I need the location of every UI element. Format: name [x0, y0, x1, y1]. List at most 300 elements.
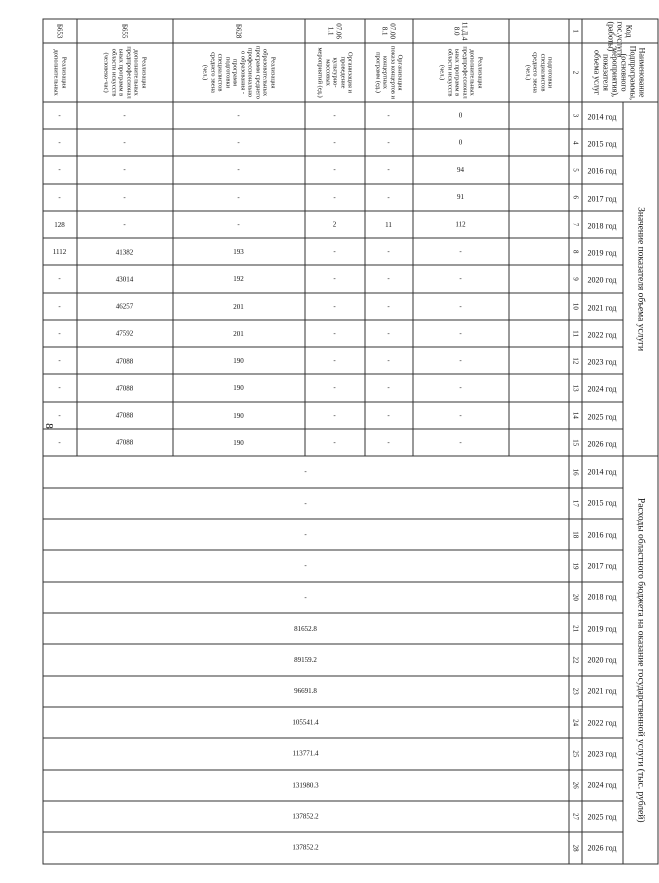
header-name: Наименование Подпрограммы, (основного мероприятия), показателя объема услуг	[582, 43, 658, 102]
value-text: -	[387, 302, 391, 311]
expense-text: -	[304, 562, 308, 571]
header-expenses-group: Расходы областного бюджета на оказание государственной услуги (тыс. рублей)	[623, 456, 658, 864]
value-cell	[43, 184, 77, 211]
column-number: 27	[569, 801, 582, 832]
value-text: -	[333, 165, 337, 174]
value-cell	[365, 347, 413, 374]
expense-cell	[43, 613, 569, 644]
value-text: -	[237, 220, 241, 229]
value-cell	[77, 320, 173, 347]
expense-year-10	[582, 738, 623, 769]
value-text: 190	[233, 438, 245, 447]
value-text: 43014	[116, 275, 134, 284]
expense-cell	[43, 801, 569, 832]
value-year-9	[582, 320, 623, 347]
expense-year-4	[582, 550, 623, 581]
value-cell	[365, 429, 413, 456]
value-year-6	[582, 238, 623, 265]
value-cell	[365, 374, 413, 401]
value-cell	[43, 102, 77, 129]
service-code: Б628	[173, 19, 305, 43]
service-code: 07.06 1.1	[305, 19, 365, 43]
year-label: 2014 год	[588, 112, 617, 122]
year-label: 2020 год	[588, 655, 617, 665]
value-text: -	[387, 111, 391, 120]
expense-year-7	[582, 644, 623, 675]
value-text: -	[387, 247, 391, 256]
column-number: 20	[569, 582, 582, 613]
expense-year-2	[582, 488, 623, 519]
value-cell	[413, 265, 509, 292]
value-year-4	[582, 184, 623, 211]
value-cell	[365, 102, 413, 129]
expense-cell	[43, 582, 569, 613]
column-number: 23	[569, 676, 582, 707]
value-text: -	[123, 193, 127, 202]
value-text: -	[459, 247, 463, 256]
value-cell	[305, 374, 365, 401]
expense-cell	[43, 456, 569, 487]
expense-text: 137852.2	[292, 812, 320, 821]
value-text: 1112	[53, 247, 67, 256]
year-label: 2015 год	[588, 139, 617, 149]
column-number: 21	[569, 613, 582, 644]
value-cell	[173, 265, 305, 292]
value-year-10	[582, 347, 623, 374]
expense-cell	[43, 644, 569, 675]
value-text: -	[58, 438, 62, 447]
value-cell	[365, 293, 413, 320]
column-number: 4	[569, 129, 582, 156]
column-number: 18	[569, 519, 582, 550]
value-cell	[305, 347, 365, 374]
service-name: Организация и проведение культурно-массовых мероприятий (ед.)	[305, 43, 365, 102]
value-cell	[77, 129, 173, 156]
value-cell	[365, 211, 413, 238]
expense-text: -	[304, 499, 308, 508]
value-text: -	[58, 111, 62, 120]
value-cell	[43, 238, 77, 265]
value-cell	[365, 402, 413, 429]
value-text: 190	[233, 384, 245, 393]
value-cell	[173, 156, 305, 183]
value-cell	[173, 293, 305, 320]
year-label: 2020 год	[588, 275, 617, 285]
expense-cell	[43, 707, 569, 738]
value-text: -	[459, 438, 463, 447]
value-cell	[77, 293, 173, 320]
expense-text: 113771.4	[293, 749, 319, 758]
value-cell	[509, 265, 569, 292]
value-cell	[365, 129, 413, 156]
value-cell	[305, 129, 365, 156]
value-year-13	[582, 429, 623, 456]
value-cell	[173, 429, 305, 456]
value-text: 193	[233, 247, 245, 256]
year-label: 2021 год	[588, 303, 617, 313]
column-number: 3	[569, 102, 582, 129]
column-number: 5	[569, 156, 582, 183]
value-year-11	[582, 374, 623, 401]
value-cell	[413, 429, 509, 456]
year-label: 2018 год	[588, 221, 617, 231]
expense-text: -	[304, 530, 308, 539]
column-number: 11	[569, 320, 582, 347]
value-text: -	[123, 111, 127, 120]
value-text: -	[58, 165, 62, 174]
value-text: -	[58, 356, 62, 365]
expense-text: -	[304, 593, 308, 602]
expense-text: 89159.2	[294, 655, 318, 664]
column-number: 7	[569, 211, 582, 238]
value-cell	[413, 293, 509, 320]
value-cell	[77, 374, 173, 401]
service-volume-table	[43, 19, 659, 865]
column-number: 1	[569, 19, 582, 43]
value-text: -	[459, 275, 463, 284]
column-number: 15	[569, 429, 582, 456]
column-number: 9	[569, 265, 582, 292]
value-text: -	[123, 165, 127, 174]
year-label: 2021 год	[588, 686, 617, 696]
value-cell	[173, 347, 305, 374]
column-number: 2	[569, 43, 582, 102]
value-cell	[43, 293, 77, 320]
value-cell	[305, 429, 365, 456]
value-text: -	[58, 193, 62, 202]
value-cell	[43, 211, 77, 238]
value-cell	[509, 238, 569, 265]
value-text: 46257	[116, 302, 134, 311]
expense-cell	[43, 519, 569, 550]
value-cell	[509, 156, 569, 183]
year-label: 2016 год	[588, 530, 617, 540]
column-number: 8	[569, 238, 582, 265]
value-year-2	[582, 129, 623, 156]
value-text: -	[333, 247, 337, 256]
value-text: -	[459, 384, 463, 393]
value-year-8	[582, 293, 623, 320]
column-number: 12	[569, 347, 582, 374]
value-cell	[173, 129, 305, 156]
value-cell	[305, 184, 365, 211]
value-text: -	[333, 111, 337, 120]
column-number: 24	[569, 707, 582, 738]
value-cell	[413, 320, 509, 347]
value-cell	[77, 184, 173, 211]
value-cell	[413, 211, 509, 238]
value-text: -	[237, 111, 241, 120]
value-cell	[305, 156, 365, 183]
expense-year-6	[582, 613, 623, 644]
expense-year-5	[582, 582, 623, 613]
value-text: 47592	[116, 329, 134, 338]
value-text: -	[387, 329, 391, 338]
service-code: Б655	[77, 19, 173, 43]
service-name: Реализация дополнительных предпрофессионал ьных программ в области искусств (человеко-час)	[77, 43, 173, 102]
value-cell	[413, 347, 509, 374]
value-text: -	[333, 275, 337, 284]
year-header-row	[582, 19, 623, 864]
expense-text: 131980.3	[292, 781, 320, 790]
service-code	[509, 19, 569, 43]
value-text: -	[58, 329, 62, 338]
value-year-7	[582, 265, 623, 292]
expense-year-3	[582, 519, 623, 550]
expense-text: 105541.4	[292, 718, 320, 727]
value-year-3	[582, 156, 623, 183]
value-year-5	[582, 211, 623, 238]
value-cell	[77, 211, 173, 238]
year-label: 2018 год	[588, 592, 617, 602]
value-text: -	[58, 411, 62, 420]
value-cell	[173, 238, 305, 265]
year-label: 2026 год	[588, 843, 617, 853]
value-cell	[43, 265, 77, 292]
value-text: -	[459, 411, 463, 420]
year-label: 2023 год	[588, 357, 617, 367]
column-number-row	[569, 19, 582, 864]
value-cell	[173, 211, 305, 238]
value-text: -	[237, 138, 241, 147]
value-text: -	[387, 356, 391, 365]
service-code: 11.Д.4 8.0	[413, 19, 509, 43]
table-body	[43, 19, 569, 864]
value-text: -	[123, 138, 127, 147]
value-cell	[365, 265, 413, 292]
value-text: -	[58, 275, 62, 284]
column-number: 25	[569, 738, 582, 769]
service-code: Б653	[43, 19, 77, 43]
expense-year-11	[582, 770, 623, 801]
value-cell	[77, 265, 173, 292]
service-name: Реализация образовательных программ среднего профессионально о образования - программ подготовки специалистов среднего звена (чел.)	[173, 43, 305, 102]
column-number: 13	[569, 374, 582, 401]
value-text: -	[333, 329, 337, 338]
expense-year-9	[582, 707, 623, 738]
value-cell	[413, 374, 509, 401]
value-text: 0	[459, 138, 463, 147]
rotated-table-page	[0, 19, 659, 865]
value-cell	[305, 402, 365, 429]
header-values-group: Значение показателя объема услуги	[623, 102, 658, 457]
expense-text: 137852.2	[292, 844, 320, 853]
value-text: 128	[54, 220, 66, 229]
year-label: 2025 год	[588, 812, 617, 822]
value-cell	[77, 402, 173, 429]
value-cell	[509, 211, 569, 238]
value-text: 47088	[116, 356, 134, 365]
expense-year-8	[582, 676, 623, 707]
year-label: 2022 год	[588, 330, 617, 340]
value-cell	[43, 429, 77, 456]
value-text: -	[387, 275, 391, 284]
value-text: -	[333, 384, 337, 393]
service-name: Реализация дополнительных предпрофессионал ьных программ в области искусств (чел.)	[413, 43, 509, 102]
year-label: 2022 год	[588, 718, 617, 728]
value-text: 201	[233, 302, 245, 311]
value-text: -	[459, 356, 463, 365]
column-number: 6	[569, 184, 582, 211]
year-label: 2024 год	[588, 780, 617, 790]
value-cell	[509, 402, 569, 429]
value-cell	[43, 320, 77, 347]
column-number: 10	[569, 293, 582, 320]
value-text: -	[459, 329, 463, 338]
value-text: -	[459, 302, 463, 311]
expense-cell	[43, 738, 569, 769]
value-text: -	[387, 193, 391, 202]
value-cell	[509, 320, 569, 347]
value-cell	[509, 184, 569, 211]
expense-year-1	[582, 456, 623, 487]
table-row	[509, 19, 569, 864]
value-cell	[365, 184, 413, 211]
value-cell	[413, 102, 509, 129]
value-text: 190	[233, 411, 245, 420]
value-text: 11	[385, 220, 393, 229]
value-cell	[173, 374, 305, 401]
service-code: 07.00 8.1	[365, 19, 413, 43]
value-text: 47088	[116, 411, 134, 420]
value-cell	[43, 347, 77, 374]
value-text: -	[387, 438, 391, 447]
expense-cell	[43, 550, 569, 581]
year-label: 2023 год	[588, 749, 617, 759]
value-cell	[43, 374, 77, 401]
value-cell	[43, 402, 77, 429]
value-cell	[43, 156, 77, 183]
column-number: 16	[569, 456, 582, 487]
value-text: -	[333, 138, 337, 147]
value-cell	[305, 102, 365, 129]
value-text: 201	[233, 329, 245, 338]
service-name: Организация показа концертов и концертных программ (ед.)	[365, 43, 413, 102]
year-label: 2025 год	[588, 412, 617, 422]
value-text: -	[387, 411, 391, 420]
value-cell	[77, 347, 173, 374]
value-cell	[305, 320, 365, 347]
value-cell	[173, 402, 305, 429]
expense-year-13	[582, 832, 623, 864]
year-label: 2024 год	[588, 384, 617, 394]
year-label: 2015 год	[588, 498, 617, 508]
year-label: 2016 год	[588, 166, 617, 176]
year-label: 2019 год	[588, 248, 617, 258]
value-cell	[365, 156, 413, 183]
value-year-12	[582, 402, 623, 429]
value-text: 91	[457, 193, 465, 202]
value-cell	[509, 429, 569, 456]
value-cell	[413, 129, 509, 156]
value-text: 2	[333, 220, 337, 229]
expense-text: 81652.8	[294, 624, 318, 633]
value-cell	[43, 129, 77, 156]
value-text: -	[333, 356, 337, 365]
column-number: 28	[569, 832, 582, 864]
service-name: подготовки специалистов среднего звена (чел.)	[509, 43, 569, 102]
value-cell	[413, 184, 509, 211]
column-number: 14	[569, 402, 582, 429]
value-text: -	[58, 138, 62, 147]
value-cell	[365, 238, 413, 265]
value-cell	[413, 156, 509, 183]
value-text: 190	[233, 356, 245, 365]
value-cell	[173, 320, 305, 347]
expense-cell	[43, 488, 569, 519]
value-text: -	[237, 193, 241, 202]
value-cell	[509, 129, 569, 156]
value-cell	[77, 102, 173, 129]
value-text: 0	[459, 111, 463, 120]
column-number: 22	[569, 644, 582, 675]
value-cell	[413, 238, 509, 265]
value-text: 41382	[116, 247, 134, 256]
value-cell	[509, 374, 569, 401]
value-cell	[173, 184, 305, 211]
value-cell	[413, 402, 509, 429]
value-text: -	[333, 193, 337, 202]
year-label: 2014 год	[588, 467, 617, 477]
value-text: -	[387, 165, 391, 174]
expense-text: 96691.8	[294, 687, 318, 696]
column-number: 19	[569, 550, 582, 581]
expense-year-12	[582, 801, 623, 832]
expense-cell	[43, 770, 569, 801]
value-cell	[509, 102, 569, 129]
value-cell	[305, 238, 365, 265]
value-cell	[77, 429, 173, 456]
year-label: 2019 год	[588, 624, 617, 634]
value-cell	[77, 238, 173, 265]
value-cell	[365, 320, 413, 347]
header-code: Код гос.услуги (работы)	[582, 19, 658, 43]
value-text: 47088	[116, 438, 134, 447]
year-label: 2017 год	[588, 561, 617, 571]
value-cell	[305, 211, 365, 238]
column-number: 26	[569, 770, 582, 801]
value-text: -	[123, 220, 127, 229]
value-cell	[305, 265, 365, 292]
value-text: -	[333, 411, 337, 420]
value-cell	[173, 102, 305, 129]
value-text: -	[387, 384, 391, 393]
service-name: Реализация дополнительных	[43, 43, 77, 102]
value-text: -	[387, 138, 391, 147]
expense-cell	[43, 676, 569, 707]
value-year-1	[582, 102, 623, 129]
expense-cell	[43, 832, 569, 864]
value-text: 94	[457, 165, 465, 174]
year-label: 2026 год	[588, 439, 617, 449]
value-text: -	[58, 302, 62, 311]
value-text: 112	[455, 220, 467, 229]
value-text: 47088	[116, 384, 134, 393]
value-text: 192	[233, 275, 245, 284]
value-text: -	[333, 302, 337, 311]
column-number: 17	[569, 488, 582, 519]
expense-text: -	[304, 468, 308, 477]
value-cell	[305, 293, 365, 320]
value-text: -	[333, 438, 337, 447]
value-cell	[509, 347, 569, 374]
value-text: -	[58, 384, 62, 393]
page-number: 8	[42, 423, 55, 429]
value-text: -	[237, 165, 241, 174]
value-cell	[509, 293, 569, 320]
value-cell	[77, 156, 173, 183]
year-label: 2017 год	[588, 194, 617, 204]
